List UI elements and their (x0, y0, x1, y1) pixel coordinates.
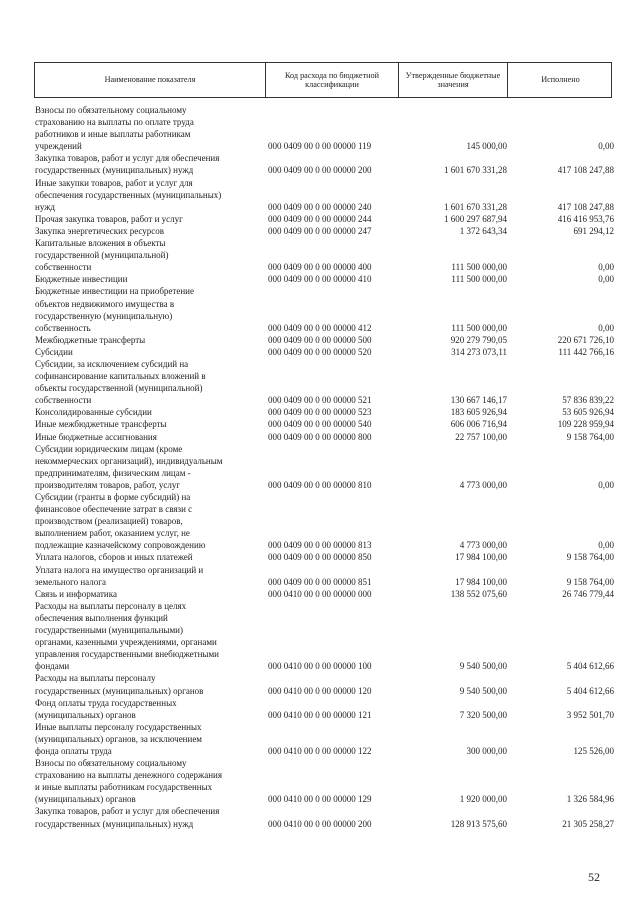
row-name: Расходы на выплаты персоналу государственных (муниципальных) органов (35, 673, 204, 696)
row-name: Закупка товаров, работ и услуг для обеспечения государственных (муниципальных) нужд (35, 806, 220, 829)
row-executed: 57 836 839,22 (562, 395, 614, 406)
table-row (34, 431, 614, 443)
table-row (34, 418, 614, 430)
row-code: 000 0409 00 0 00 00000 813 (268, 540, 372, 551)
row-code: 000 0409 00 0 00 00000 400 (268, 262, 372, 273)
row-approved: 111 500 000,00 (451, 274, 507, 285)
row-approved: 314 273 073,11 (451, 346, 507, 357)
row-name: Иные бюджетные ассигнования (35, 431, 157, 442)
row-executed: 109 228 959,94 (557, 419, 614, 430)
row-code: 000 0409 00 0 00 00000 410 (268, 274, 372, 285)
table-row (34, 358, 614, 406)
table-row (34, 805, 614, 829)
header-approved: Утвержденные бюджетные значения (399, 63, 508, 97)
row-executed: 0,00 (598, 479, 614, 490)
row-executed: 9 158 764,00 (566, 431, 614, 442)
row-code: 000 0409 00 0 00 00000 540 (268, 419, 372, 430)
row-name: Иные выплаты персоналу государственных (муниципальных) органов, за исключением фонда оплаты труда (35, 721, 203, 756)
row-executed: 9 158 764,00 (566, 576, 614, 587)
row-approved: 606 006 716,94 (450, 419, 507, 430)
row-executed: 53 605 926,94 (562, 407, 614, 418)
row-name: Иные закупки товаров, работ и услуг для обеспечения государственных (муниципальных) нужд (35, 177, 222, 212)
row-executed: 417 108 247,88 (557, 165, 614, 176)
row-approved: 4 773 000,00 (459, 540, 507, 551)
row-executed: 220 671 726,10 (557, 334, 614, 345)
row-name: Фонд оплаты труда государственных (муниципальных) органов (35, 697, 177, 720)
table-row (34, 406, 614, 418)
row-code: 000 0409 00 0 00 00000 810 (268, 479, 372, 490)
row-code: 000 0409 00 0 00 00000 521 (268, 395, 372, 406)
row-approved: 1 600 297 687,94 (444, 213, 507, 224)
row-executed: 0,00 (598, 141, 614, 152)
row-approved: 17 984 100,00 (455, 552, 507, 563)
row-executed: 691 294,12 (573, 225, 614, 236)
row-executed: 0,00 (598, 274, 614, 285)
row-approved: 138 552 075,60 (450, 588, 507, 599)
row-name: Прочая закупка товаров, работ и услуг (35, 213, 183, 224)
row-code: 000 0409 00 0 00 00000 851 (268, 576, 372, 587)
header-code: Код расхода по бюджетной классификации (266, 63, 399, 97)
table-row (34, 721, 614, 757)
row-executed: 9 158 764,00 (566, 552, 614, 563)
row-name: Капитальные вложения в объекты государственной (муниципальной) собственности (35, 238, 169, 273)
table-header (34, 62, 612, 98)
row-approved: 17 984 100,00 (455, 576, 507, 587)
row-name: Связь и информатика (35, 588, 117, 599)
row-approved: 1 372 643,34 (459, 225, 507, 236)
row-executed: 417 108 247,88 (557, 201, 614, 212)
row-approved: 920 279 790,05 (450, 334, 507, 345)
row-code: 000 0409 00 0 00 00000 247 (268, 225, 372, 236)
row-approved: 300 000,00 (466, 745, 507, 756)
row-name: Субсидии, за исключением субсидий на софинансирование капитальных вложений в объекты государственной (муниципальной) собственности (35, 358, 206, 406)
row-approved: 1 920 000,00 (459, 794, 507, 805)
row-code: 000 0409 00 0 00 00000 200 (268, 165, 372, 176)
row-code: 000 0409 00 0 00 00000 412 (268, 322, 372, 333)
row-code: 000 0409 00 0 00 00000 500 (268, 334, 372, 345)
table-row (34, 588, 614, 600)
row-name: Иные межбюджетные трансферты (35, 419, 167, 430)
row-code: 000 0409 00 0 00 00000 119 (268, 141, 372, 152)
row-code: 000 0409 00 0 00 00000 800 (268, 431, 372, 442)
row-executed: 21 305 258,27 (562, 818, 614, 829)
row-code: 000 0410 00 0 00 00000 200 (268, 818, 372, 829)
row-code: 000 0409 00 0 00 00000 240 (268, 201, 372, 212)
table-row (34, 104, 614, 152)
row-approved: 1 601 670 331,28 (444, 201, 507, 212)
row-executed: 0,00 (598, 540, 614, 551)
table-row (34, 443, 614, 491)
header-executed: Исполнено (541, 75, 580, 85)
row-executed: 111 442 766,16 (558, 346, 614, 357)
row-approved: 1 601 670 331,28 (444, 165, 507, 176)
row-approved: 9 540 500,00 (459, 661, 507, 672)
row-executed: 26 746 779,44 (562, 588, 614, 599)
table-row (34, 213, 614, 225)
row-code: 000 0410 00 0 00 00000 120 (268, 685, 372, 696)
row-executed: 3 952 501,70 (566, 709, 614, 720)
row-name: Закупка энергетических ресурсов (35, 225, 165, 236)
row-approved: 4 773 000,00 (459, 479, 507, 490)
row-name: Взносы по обязательному социальному страхованию на выплаты денежного содержания и иные выплаты работникам государственных (муниципальных) органов (35, 758, 223, 805)
row-name: Субсидии юридическим лицам (кроме некоммерческих организаций), индивидуальным предпринимателям, физическим лицам - производителям товаров, работ, услуг (35, 443, 223, 490)
row-approved: 9 540 500,00 (459, 685, 507, 696)
table-row (34, 225, 614, 237)
table-row (34, 672, 614, 696)
row-approved: 183 605 926,94 (450, 407, 507, 418)
table-row (34, 273, 614, 285)
table-body (34, 104, 614, 830)
row-name: Консолидированные субсидии (35, 407, 152, 418)
row-approved: 22 757 100,00 (455, 431, 507, 442)
row-approved: 111 500 000,00 (451, 262, 507, 273)
table-row (34, 334, 614, 346)
table-row (34, 551, 614, 563)
row-code: 000 0410 00 0 00 00000 129 (268, 794, 372, 805)
table-row (34, 697, 614, 721)
table-row (34, 285, 614, 333)
row-code: 000 0410 00 0 00 00000 121 (268, 709, 372, 720)
row-code: 000 0409 00 0 00 00000 523 (268, 407, 372, 418)
row-name: Уплата налога на имущество организаций и земельного налога (35, 564, 204, 587)
row-code: 000 0410 00 0 00 00000 100 (268, 661, 372, 672)
row-code: 000 0409 00 0 00 00000 520 (268, 346, 372, 357)
table-row (34, 346, 614, 358)
row-code: 000 0409 00 0 00 00000 850 (268, 552, 372, 563)
row-executed: 5 404 612,66 (566, 661, 614, 672)
table-row (34, 757, 614, 805)
row-approved: 7 320 500,00 (459, 709, 507, 720)
row-name: Субсидии (35, 346, 73, 357)
row-executed: 416 416 953,76 (557, 213, 614, 224)
table-row (34, 152, 614, 176)
row-name: Межбюджетные трансферты (35, 334, 146, 345)
row-name: Взносы по обязательному социальному страхованию на выплаты по оплате труда работников и иные выплаты работникам учреждений (35, 105, 194, 152)
row-executed: 125 526,00 (573, 745, 614, 756)
row-name: Бюджетные инвестиции на приобретение объектов недвижимого имущества в государственную (муниципальную) собственность (35, 286, 194, 333)
row-approved: 130 667 146,17 (450, 395, 507, 406)
row-name: Субсидии (гранты в форме субсидий) на финансовое обеспечение затрат в связи с производством (реализацией) товаров, выполнением работ, оказанием услуг, не подлежащие казначейскому сопровождению (35, 492, 206, 551)
row-approved: 145 000,00 (466, 141, 507, 152)
page-number: 52 (588, 870, 600, 884)
row-executed: 1 326 584,96 (566, 794, 614, 805)
table-row (34, 177, 614, 213)
row-code: 000 0410 00 0 00 00000 122 (268, 745, 372, 756)
row-executed: 0,00 (598, 262, 614, 273)
row-executed: 0,00 (598, 322, 614, 333)
row-name: Уплата налогов, сборов и иных платежей (35, 552, 193, 563)
row-name: Закупка товаров, работ и услуг для обеспечения государственных (муниципальных) нужд (35, 153, 220, 176)
table-row (34, 600, 614, 673)
row-approved: 111 500 000,00 (451, 322, 507, 333)
row-executed: 5 404 612,66 (566, 685, 614, 696)
row-name: Расходы на выплаты персоналу в целях обеспечения выполнения функций государственными (муниципальными) органами, казенными учреждениями, органами управления государственными внебюджетными фондами (35, 600, 219, 672)
table-row (34, 491, 614, 551)
table-row (34, 564, 614, 588)
row-code: 000 0410 00 0 00 00000 000 (268, 588, 372, 599)
row-code: 000 0409 00 0 00 00000 244 (268, 213, 372, 224)
header-name: Наименование показателя (35, 63, 266, 97)
row-name: Бюджетные инвестиции (35, 274, 128, 285)
table-row (34, 237, 614, 273)
row-approved: 128 913 575,60 (450, 818, 507, 829)
